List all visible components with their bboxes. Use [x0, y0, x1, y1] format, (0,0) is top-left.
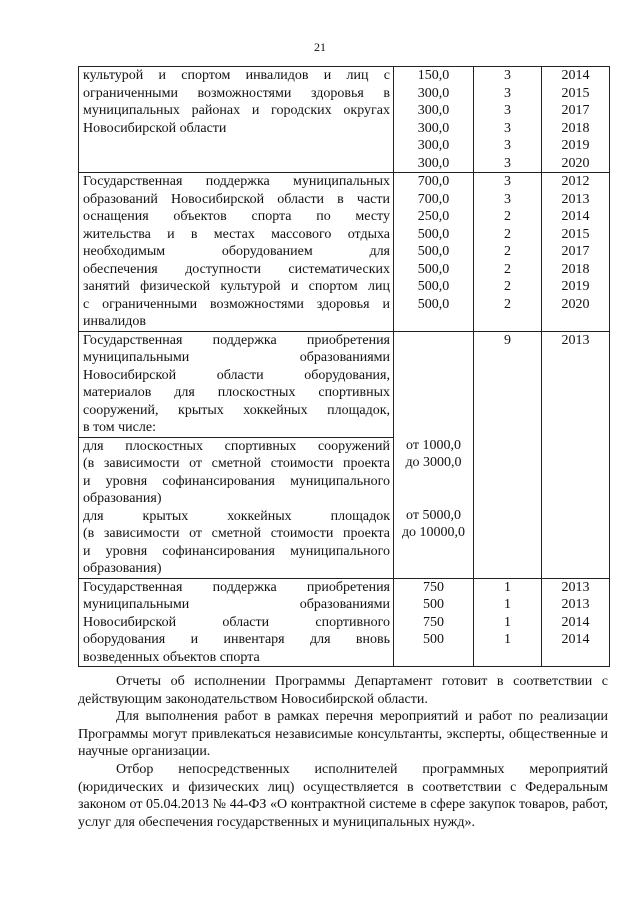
text-line: 9: [504, 332, 511, 348]
text-line: 3: [504, 103, 511, 118]
text-line: Государственная поддержка приобретения: [83, 579, 390, 595]
text-line: 2019: [561, 138, 590, 153]
spacer: [394, 489, 473, 507]
table-row: [79, 331, 610, 578]
text-line: материалов для плоскостных спортивных: [83, 385, 390, 400]
text-line: 2020: [561, 296, 590, 312]
text-line: до 3000,0: [405, 455, 462, 470]
amount-cell: [394, 173, 474, 332]
text-line: 1: [504, 579, 511, 595]
text-line: муниципальных районах и городских округах: [83, 103, 390, 118]
text-line: 2012: [561, 174, 590, 189]
text-line: 2015: [561, 226, 590, 242]
text-line: 2: [504, 226, 511, 242]
text-line: 2015: [561, 85, 590, 101]
text-line: 500,0: [417, 279, 450, 294]
text-line: 150,0: [417, 68, 450, 83]
text-line: 2: [504, 261, 511, 277]
text-line: 2013: [561, 332, 590, 348]
text-line: Новосибирской области оборудования,: [83, 367, 390, 383]
text-line: 2020: [561, 155, 590, 171]
spacer: [394, 419, 473, 437]
text-line: 2014: [561, 209, 590, 224]
text-line: 2018: [561, 261, 590, 277]
text-line: от 5000,0: [406, 507, 461, 523]
spacer: [394, 402, 473, 420]
text-line: муниципальными образованиями: [83, 350, 390, 365]
text-line: 300,0: [417, 85, 450, 101]
text-line: 2018: [561, 120, 590, 136]
text-line: 700,0: [417, 191, 450, 207]
table-row: [79, 173, 610, 332]
text-line: образования): [83, 561, 162, 576]
text-line: оснащения объектов спорта по месту: [83, 209, 390, 224]
text-line: возведенных объектов спорта: [83, 649, 260, 665]
text-line: муниципальными образованиями: [83, 597, 390, 612]
text-line: 3: [504, 174, 511, 189]
text-line: 500: [423, 632, 444, 647]
text-line: для плоскостных спортивных сооружений: [83, 438, 390, 454]
quantity-cell: [474, 173, 542, 332]
text-line: в том числе:: [83, 420, 156, 435]
spacer: [394, 472, 473, 490]
text-line: 500: [423, 597, 444, 612]
text-line: 1: [504, 597, 511, 612]
quantity-cell: [474, 578, 542, 667]
text-line: 2017: [561, 103, 590, 118]
text-line: 2019: [561, 279, 590, 294]
text-line: обеспечения доступности систематических: [83, 261, 390, 277]
text-line: 700,0: [417, 174, 450, 189]
text-line: сооружений, крытых хоккейных площадок,: [83, 402, 390, 418]
text-line: ограниченными возможностями здоровья в: [83, 85, 390, 101]
text-line: 3: [504, 191, 511, 207]
year-cell: [542, 578, 610, 667]
text-line: 500,0: [417, 261, 450, 277]
text-line: 3: [504, 120, 511, 136]
text-line: 300,0: [417, 155, 450, 171]
text-line: 3: [504, 138, 511, 153]
text-line: 300,0: [417, 120, 450, 136]
text-line: образования): [83, 491, 162, 506]
text-line: оборудования и инвентаря для вновь: [83, 632, 390, 647]
text-line: от 1000,0: [406, 437, 461, 453]
text-line: (в зависимости от сметной стоимости проекта: [83, 456, 390, 471]
text-line: 3: [504, 68, 511, 83]
text-line: и уровня софинансирования муниципального: [83, 473, 390, 489]
text-line: 2013: [561, 191, 590, 207]
text-line: Государственная поддержка муниципальных: [83, 174, 390, 189]
table-row: [79, 67, 610, 173]
text-line: инвалидов: [83, 314, 146, 329]
text-line: 2: [504, 279, 511, 294]
quantity-cell: [474, 331, 542, 578]
text-line: 750: [423, 579, 444, 595]
text-line: Новосибирской области: [83, 120, 227, 136]
text-line: 750: [423, 614, 444, 630]
paragraph-reports: Отчеты об исполнении Программы Департамент готовит в соответствии с действующим законодательством Новосибирской области.: [78, 674, 608, 707]
text-line: занятий физической культурой и спортом лиц: [83, 279, 390, 294]
text-line: 2014: [561, 632, 590, 647]
text-line: (в зависимости от сметной стоимости проекта: [83, 526, 390, 541]
text-line: 2017: [561, 244, 590, 259]
text-line: 2013: [561, 597, 590, 612]
year-cell: [542, 173, 610, 332]
spacer: [394, 332, 473, 350]
spacer: [394, 367, 473, 385]
text-line: 500,0: [417, 244, 450, 259]
text-line: 500,0: [417, 226, 450, 242]
text-line: необходимым оборудованием для: [83, 244, 390, 259]
text-line: Государственная поддержка приобретения: [83, 332, 390, 348]
text-line: 1: [504, 632, 511, 647]
text-line: 3: [504, 85, 511, 101]
text-line: 2014: [561, 68, 590, 83]
text-line: жительства и в местах массового отдыха: [83, 226, 390, 242]
amount-cell: [394, 67, 474, 173]
text-line: 3: [504, 155, 511, 171]
quantity-cell: [474, 67, 542, 173]
text-line: для крытых хоккейных площадок: [83, 508, 390, 524]
text-line: и уровня софинансирования муниципального: [83, 543, 390, 559]
text-line: 2: [504, 296, 511, 312]
text-line: 2013: [561, 579, 590, 595]
year-cell: [542, 67, 610, 173]
text-line: культурой и спортом инвалидов и лиц с: [83, 68, 390, 83]
text-line: 500,0: [417, 296, 450, 312]
activity-name-cell: [79, 67, 394, 173]
text-line: до 10000,0: [401, 525, 466, 540]
program-table: [78, 66, 610, 667]
paragraph-contractors: Для выполнения работ в рамках перечня мероприятий и работ по реализации Программы могут привлекаться независимые консультанты, эксперты, общественные и научные организации.: [78, 709, 608, 760]
sub-item-hockey-rinks: [83, 508, 390, 578]
body-text: [78, 673, 608, 831]
activity-name-cell: [79, 173, 394, 332]
text-line: Новосибирской области спортивного: [83, 614, 390, 630]
text-line: 300,0: [417, 138, 450, 153]
spacer: [394, 384, 473, 402]
sub-item-flat-facilities: [79, 437, 393, 508]
text-line: образований Новосибирской области в части: [83, 191, 390, 207]
text-line: 1: [504, 614, 511, 630]
table-row: [79, 578, 610, 667]
spacer: [394, 349, 473, 367]
year-cell: [542, 331, 610, 578]
text-line: 2014: [561, 614, 590, 630]
text-line: 2: [504, 244, 511, 259]
text-line: с ограниченными возможностями здоровья и: [83, 296, 390, 312]
text-line: 300,0: [417, 103, 450, 118]
text-line: 250,0: [417, 209, 450, 224]
amount-cell: [394, 331, 474, 578]
paragraph-selection: Отбор непосредственных исполнителей программных мероприятий (юридических и физических лиц) осуществляется в соответствии с Федеральным законом от 05.04.2013 № 44-ФЗ «О контрактной системе в сфере закупок товаров, работ, услуг для обеспечения государственных и муниципальных нужд».: [78, 761, 608, 830]
activity-name-cell: [79, 331, 394, 578]
amount-cell: [394, 578, 474, 667]
activity-name-cell: [79, 578, 394, 667]
text-line: 2: [504, 209, 511, 224]
page-number: 21: [314, 40, 326, 54]
